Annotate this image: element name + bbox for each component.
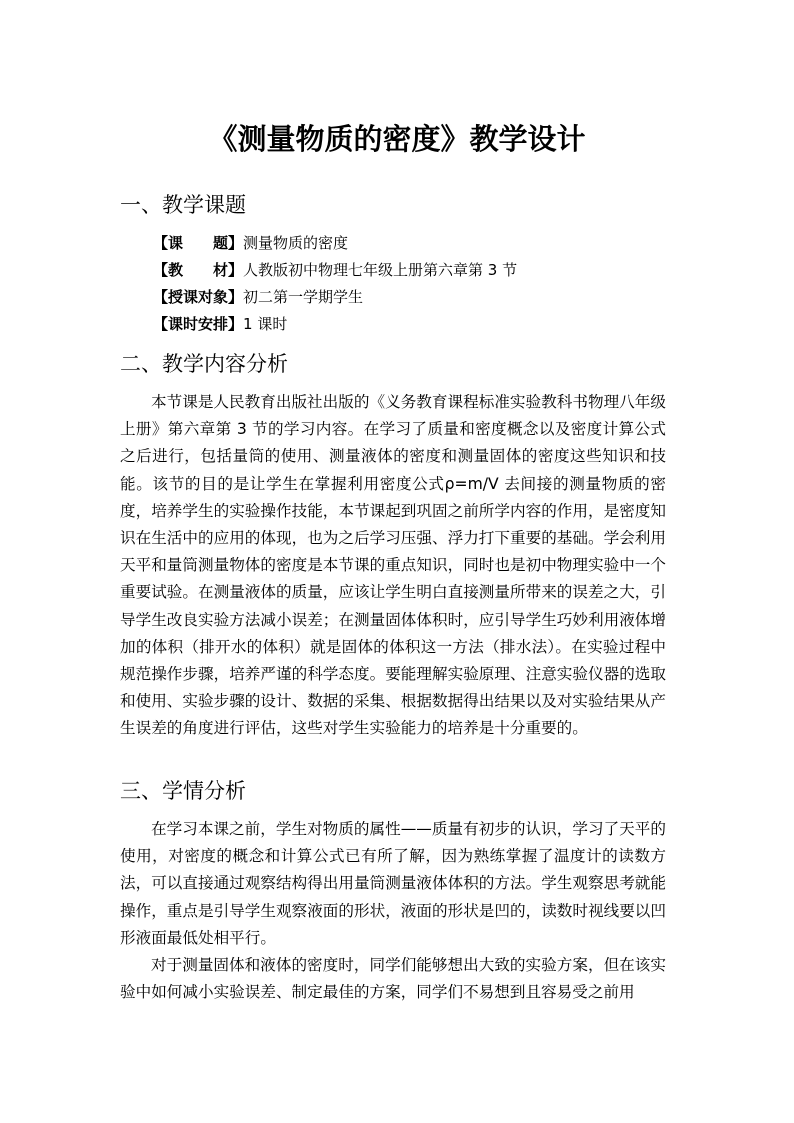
info-value: 初二第一学期学生 [243,288,364,306]
info-value: 测量物质的密度 [243,234,349,252]
section-heading-topic: 一、教学课题 [120,193,246,217]
lesson-info-item [153,230,673,257]
info-key: 【授课对象】 [153,288,244,306]
student-analysis-paragraph: 对于测量固体和液体的密度时，同学们能够想出大致的实验方案，但在该实验中如何减小实验误差、制定最佳的方案，同学们不易想到且容易受之前用 [120,956,666,1002]
info-key: 【教 材】 [153,261,244,279]
content-analysis-paragraph: 本节课是人民教育出版社出版的《义务教育课程标准实验教科书物理八年级上册》第六章第 3 节的学习内容。在学习了质量和密度概念以及密度计算公式之后进行，包括量筒的使用、测量液体的密度和测量固体的密度这些知识和技能。该节的目的是让学生在掌握利用密度公式ρ=m/V 去间接的测量物质的密度，培养学生的实验操作技能，本节课起到巩固之前所学内容的作用，是密度知识在生活中的应用的体现，也为之后学习压强、浮力打下重要的基础。学会利用天平和量筒测量物体的密度是本节课的重点知识，同时也是初中物理实验中一个重要试验。在测量液体的质量，应该让学生明白直接测量所带来的误差之大，引导学生改良实验方法减小误差；在测量固体体积时，应引导学生巧妙利用液体增加的体积（排开水的体积）就是固体的体积这一方法（排水法）。在实验过程中规范操作步骤，培养严谨的科学态度。要能理解实验原理、注意实验仪器的选取和使用、实验步骤的设计、数据的采集、根据数据得出结果以及对实验结果从产生误差的角度进行评估，这些对学生实验能力的培养是十分重要的。 [120,393,666,738]
lesson-info-item [153,284,673,311]
lesson-info-item [153,257,673,284]
info-value: 1 课时 [243,315,288,333]
info-key: 【课 题】 [153,234,244,252]
info-key: 【课时安排】 [153,315,244,333]
section-heading-content-analysis: 二、教学内容分析 [120,352,288,376]
student-analysis-paragraph: 在学习本课之前，学生对物质的属性——质量有初步的认识，学习了天平的使用，对密度的概念和计算公式已有所了解，因为熟练掌握了温度计的读数方法，可以直接通过观察结构得出用量筒测量液体体积的方法。学生观察思考就能操作，重点是引导学生观察液面的形状，液面的形状是凹的，读数时视线要以凹形液面最低处相平行。 [120,820,666,947]
document-title: 《测量物质的密度》教学设计 [208,122,586,156]
lesson-info-list [153,230,673,338]
info-value: 人教版初中物理七年级上册第六章第 3 节 [243,261,518,279]
lesson-info-item [153,311,673,338]
section-heading-student-analysis: 三、学情分析 [120,779,246,803]
